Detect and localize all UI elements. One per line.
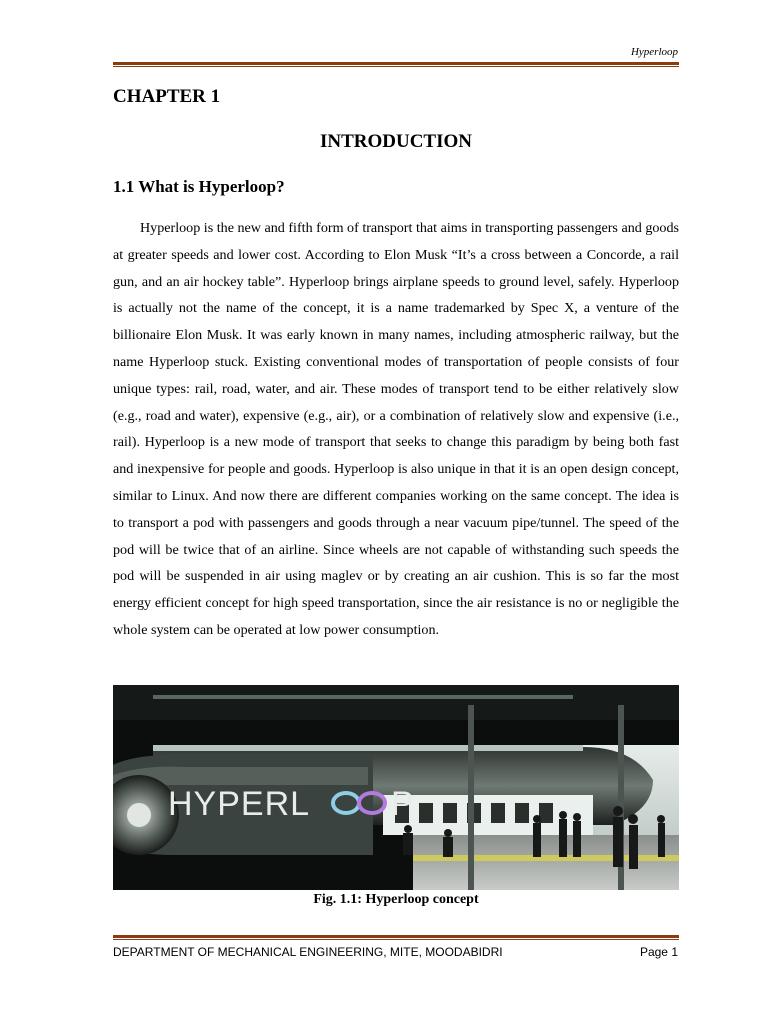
section-heading: 1.1 What is Hyperloop? [113, 177, 285, 196]
body-paragraph: Hyperloop is the new and fifth form of transport that aims in transporting passengers and goods at greater speeds and lower cost. According to Elon Musk “It’s a cross between a Concorde, a rail gun, and an air hockey table”. Hyperloop brings airplane speeds to ground level, safely. Hyperloop is actually not the name of the concept, it is a name trademarked by Spec X, a venture of the billionaire Elon Musk. It was early known in many names, including atmospheric railway, but the name Hyperloop stuck. Existing conventional modes of transportation of people consists of four unique types: rail, road, water, and air. These modes of transport tend to be either relatively slow (e.g., road and water), expensive (e.g., air), or a combination of relatively slow and expensive (i.e., rail). Hyperloop is a new mode of transport that seeks to change this paradigm by being both fast and inexpensive for people and goods. Hyperloop is also unique in that it is an open design concept, similar to Linux. And now there are different companies working on the same concept. The idea is to transport a pod with passengers and goods through a near vacuum pipe/tunnel. The speed of the pod will be twice that of an airline. Since wheels are not capable of withstanding such speeds the pod will be suspended in air using maglev or by creating an air cushion. This is so far the most energy efficient concept for high speed transportation, since the air resistance is no or negligible the whole system can be operated at low power consumption. [113, 220, 679, 638]
running-header: Hyperloop [630, 46, 678, 58]
figure-caption: Fig. 1.1: Hyperloop concept [313, 892, 479, 907]
footer-department: DEPARTMENT OF MECHANICAL ENGINEERING, MITE, MOODABIDRI [113, 945, 503, 959]
footer-page-number: Page 1 [639, 945, 678, 959]
chapter-title: INTRODUCTION [319, 131, 473, 152]
header-rule [113, 62, 679, 67]
hyperloop-concept-image [113, 685, 679, 890]
hyperloop-logo-right: P [391, 785, 414, 823]
chapter-label: CHAPTER 1 [113, 86, 221, 107]
hyperloop-logo-left: HYPERL [168, 785, 311, 823]
footer-rule [113, 935, 679, 940]
hyperloop-illustration [113, 685, 679, 890]
